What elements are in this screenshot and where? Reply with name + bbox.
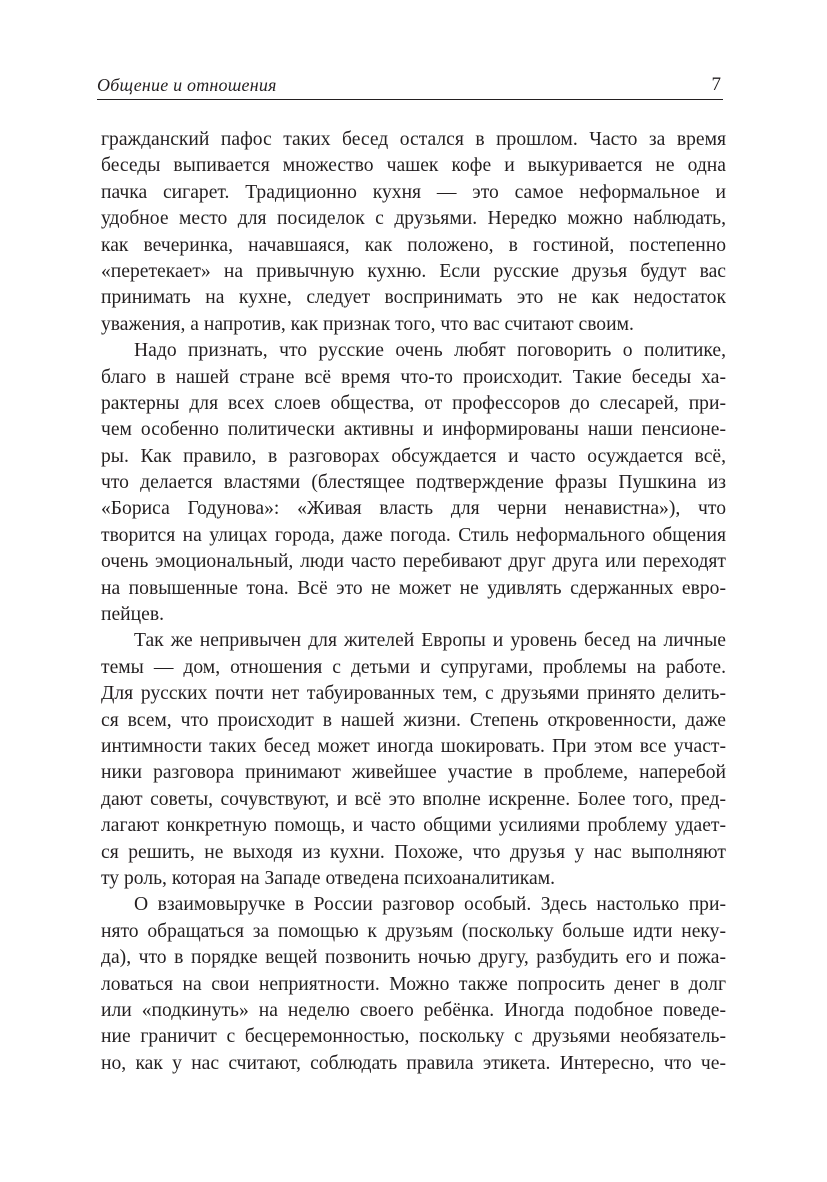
paragraph (101, 892, 726, 1077)
text-line: гражданский пафос таких бесед остался в прошлом. Часто за время (101, 129, 726, 150)
text-line: ловаться на свои неприятности. Можно также попросить денег в долг (101, 973, 726, 995)
body-text (101, 127, 726, 1077)
text-line: беседы выпивается множество чашек кофе и выкуривается не одна (101, 155, 726, 177)
running-title: Общение и отношения (97, 75, 277, 95)
text-line: «Бориса Годунова»: «Живая власть для черни ненавистна»), что (101, 498, 726, 520)
text-line: благо в нашей стране всё время что-то происходит. Такие беседы ха- (101, 366, 726, 388)
text-line: Для русских почти нет табуированных тем, с друзьями принято делить- (101, 683, 726, 705)
text-line: как вечеринка, начавшаяся, как положено, в гостиной, постепенно (101, 234, 726, 256)
text-line: удобное место для посиделок с друзьями. Нередко можно наблюдать, (101, 208, 726, 230)
text-line: что делается властями (блестящее подтверждение фразы Пушкина из (101, 472, 726, 494)
text-line: творится на улицах города, даже погода. Стиль неформального общения (101, 524, 726, 546)
text-line: пачка сигарет. Традиционно кухня — это самое неформальное и (101, 181, 726, 203)
page-header (97, 73, 723, 100)
text-line: ры. Как правило, в разговорах обсуждается и часто осуждается всё, (101, 445, 726, 467)
text-line: рактерны для всех слоев общества, от профессоров до слесарей, при- (101, 392, 726, 414)
text-line: нято обращаться за помощью к друзьям (поскольку больше идти неку- (101, 920, 726, 942)
text-line: Надо признать, что русские очень любят поговорить о политике, (134, 340, 726, 362)
text-line: уважения, а напротив, как признак того, что вас считают своим. (101, 313, 634, 335)
text-line: «перетекает» на привычную кухню. Если русские друзья будут вас (101, 260, 726, 282)
text-line: на повышенные тона. Всё это не может не удивлять сдержанных евро- (101, 577, 726, 599)
text-line: но, как у нас считают, соблюдать правила этикета. Интересно, что че- (101, 1052, 726, 1074)
text-line: очень эмоциональный, люди часто перебивают друг друга или переходят (101, 551, 726, 573)
text-line: интимности таких бесед может иногда шокировать. При этом все участ- (101, 735, 726, 757)
text-line: О взаимовыручке в России разговор особый. Здесь настолько при- (134, 894, 726, 916)
text-line: чем особенно политически активны и информированы наши пенсионе- (101, 419, 726, 441)
text-line: дают советы, сочувствуют, и всё это вполне искренне. Более того, пред- (101, 788, 726, 810)
text-line: или «подкинуть» на неделю своего ребёнка. Иногда подобное поведе- (101, 999, 726, 1021)
text-line: ние граничит с бесцеремонностью, поскольку с друзьями необязатель- (101, 1026, 726, 1048)
text-line: Так же непривычен для жителей Европы и уровень бесед на личные (134, 630, 726, 652)
text-line: да), что в порядке вещей позвонить ночью другу, разбудить его и пожа- (101, 947, 726, 969)
paragraph (101, 628, 726, 892)
text-line: ту роль, которая на Западе отведена психоаналитикам. (101, 867, 556, 889)
page-number: 7 (711, 74, 721, 95)
text-line: темы — дом, отношения с детьми и супругами, проблемы на работе. (101, 656, 726, 678)
text-line: лагают конкретную помощь, и часто общими усилиями проблему удает- (101, 815, 726, 837)
text-line: пейцев. (101, 604, 165, 626)
text-line: ся всем, что происходит в нашей жизни. Степень откровенности, даже (101, 709, 726, 731)
text-line: принимать на кухне, следует воспринимать это не как недостаток (101, 287, 726, 309)
text-line: ся решить, не выходя из кухни. Похоже, что друзья у нас выполняют (101, 841, 726, 863)
paragraph (101, 127, 726, 338)
text-line: ники разговора принимают живейшее участие в проблеме, наперебой (101, 762, 726, 784)
paragraph (101, 338, 726, 628)
